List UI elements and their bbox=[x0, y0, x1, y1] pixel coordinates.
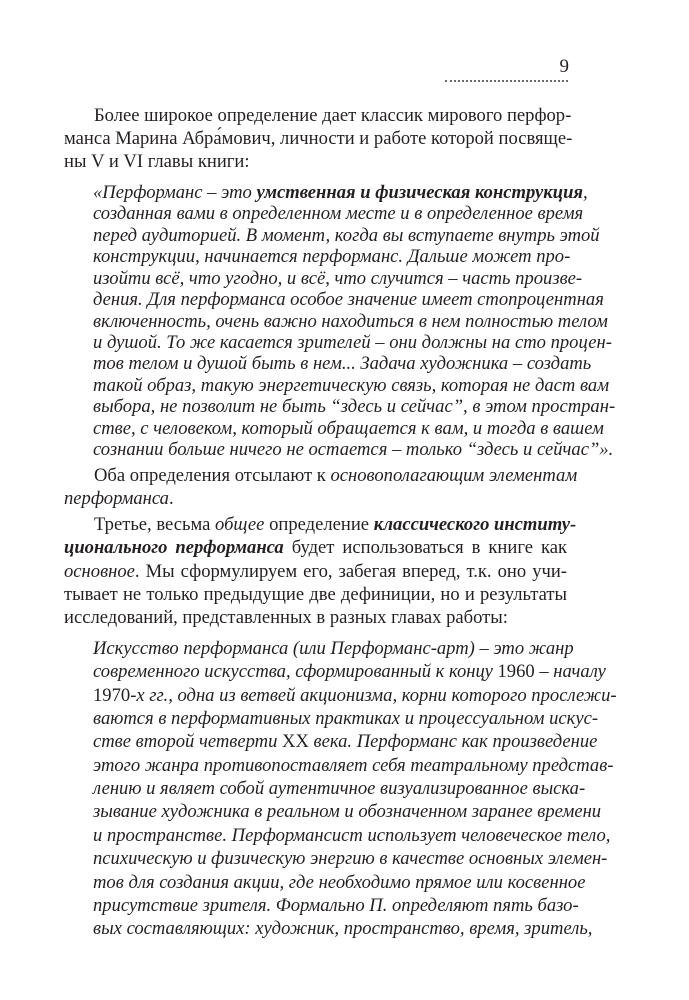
emphasis-italic: , bbox=[583, 182, 588, 203]
emphasis-bold-italic: умственная и физическая конструкция bbox=[256, 182, 583, 203]
text-run: определение bbox=[264, 514, 374, 535]
emphasis-italic: выбора, не позволит не быть “здесь и сейчас”, в этом простран- bbox=[93, 396, 616, 417]
emphasis-italic: психическую и физическую энергию в качестве основных элемен- bbox=[93, 848, 608, 869]
emphasis-italic: общее bbox=[215, 514, 265, 535]
emphasis-italic: перформанса bbox=[64, 488, 169, 509]
text-run: . Мы сформулируем его, забегая вперед, т.к. оно учи- bbox=[134, 561, 567, 582]
emphasis-italic: такой образ, такую энергетическую связь, которая не даст вам bbox=[93, 375, 610, 396]
text-line bbox=[93, 872, 586, 894]
emphasis-italic: вых составляющих: художник, пространство, время, зритель, bbox=[93, 918, 593, 939]
emphasis-italic: – началу bbox=[534, 661, 606, 682]
text-line bbox=[93, 661, 606, 683]
text-line bbox=[93, 289, 604, 311]
emphasis-italic: присутствие зрителя. Формально П. определяют пять базо- bbox=[93, 895, 579, 916]
text-run: будет использоваться в книге как bbox=[283, 537, 567, 558]
text-run: исследований, представленных в разных главах работы: bbox=[64, 607, 508, 628]
emphasis-italic: стве второй четверти bbox=[93, 731, 283, 752]
text-line bbox=[93, 246, 571, 268]
text-run: XX bbox=[282, 731, 309, 752]
text-line bbox=[93, 332, 612, 354]
text-line bbox=[93, 375, 610, 397]
text-line bbox=[93, 311, 608, 333]
text-line bbox=[93, 225, 600, 247]
emphasis-italic: сознании больше ничего не остается – только “здесь и сейчас”». bbox=[93, 439, 614, 460]
text-line bbox=[93, 918, 593, 940]
emphasis-italic: века. Перформанс как произведение bbox=[308, 731, 598, 752]
text-line bbox=[64, 488, 567, 510]
emphasis-italic: включенность, очень важно находиться в нем полностью телом bbox=[93, 311, 608, 332]
text-line bbox=[93, 203, 584, 225]
text-line bbox=[93, 708, 599, 730]
text-run: Третье, весьма bbox=[94, 514, 216, 535]
text-run: . bbox=[168, 488, 174, 509]
emphasis-italic: основное bbox=[64, 561, 135, 582]
emphasis-italic: и душой. То же касается зрителей – они должны на сто процен- bbox=[93, 332, 612, 353]
text-line bbox=[94, 514, 577, 536]
emphasis-italic: конструкции, начинается перформанс. Дальше может про- bbox=[93, 246, 571, 267]
emphasis-italic: лению и являет собой аутентичное визуализированное выска- bbox=[93, 778, 586, 799]
text-line bbox=[64, 561, 567, 583]
emphasis-italic: современного искусства, сформированный к концу bbox=[93, 661, 498, 682]
text-line bbox=[93, 825, 611, 847]
page-number: 9 bbox=[559, 56, 569, 77]
emphasis-italic: основополагающим элементам bbox=[330, 465, 578, 486]
text-run: Более широкое определение дает классик мирового перфор- bbox=[94, 105, 572, 126]
text-line bbox=[93, 268, 583, 290]
emphasis-bold-italic: ционального перформанса bbox=[64, 537, 284, 558]
emphasis-italic: этого жанра противопоставляет себя театральному представ- bbox=[93, 755, 614, 776]
text-line bbox=[93, 731, 598, 753]
text-run: ны V и VI главы книги: bbox=[64, 151, 250, 172]
emphasis-italic: перед аудиторией. В момент, когда вы вступаете внутрь этой bbox=[93, 225, 600, 246]
text-line bbox=[93, 685, 617, 707]
header-dotted-rule bbox=[445, 80, 568, 84]
emphasis-italic: ваются в перформативных практиках и процессуальном искус- bbox=[93, 708, 599, 729]
text-line bbox=[64, 128, 573, 150]
text-line bbox=[93, 755, 614, 777]
text-line bbox=[93, 439, 614, 461]
text-line bbox=[64, 151, 567, 173]
text-run: манса Марина Абра́мович, личности и работе которой посвяще- bbox=[64, 128, 573, 149]
emphasis-italic: и пространстве. Перформансист использует человеческое тело, bbox=[93, 825, 611, 846]
emphasis-italic: дения. Для перформанса особое значение имеет стопроцентная bbox=[93, 289, 604, 310]
text-line bbox=[93, 848, 608, 870]
emphasis-italic: Искусство перформанса (или Перформанс-арт) – это жанр bbox=[93, 638, 574, 659]
text-line bbox=[64, 537, 567, 559]
text-line bbox=[93, 396, 616, 418]
text-run: тывает не только предыдущие две дефиниции, но и результаты bbox=[64, 584, 567, 605]
text-line bbox=[93, 182, 588, 204]
text-line bbox=[94, 105, 572, 127]
text-line bbox=[93, 801, 602, 823]
emphasis-italic: зывание художника в реальном и обозначенном заранее времени bbox=[93, 801, 602, 822]
text-line bbox=[93, 895, 579, 917]
text-line bbox=[94, 465, 578, 487]
emphasis-italic: тов телом и душой быть в нем... Задача художника – создать bbox=[93, 353, 592, 374]
emphasis-italic: -х гг., одна из ветвей акционизма, корни которого прослежи- bbox=[130, 685, 617, 706]
text-line bbox=[93, 418, 604, 440]
text-line bbox=[93, 353, 592, 375]
emphasis-bold-italic: классического институ- bbox=[373, 514, 577, 535]
text-line bbox=[64, 584, 567, 606]
text-run: Оба определения отсылают к bbox=[94, 465, 331, 486]
text-line bbox=[93, 778, 586, 800]
text-line bbox=[93, 638, 574, 660]
emphasis-italic: созданная вами в определенном месте и в определенное время bbox=[93, 203, 584, 224]
emphasis-italic: «Перформанс – это bbox=[93, 182, 257, 203]
emphasis-italic: тов для создания акции, где необходимо прямое или косвенное bbox=[93, 872, 586, 893]
emphasis-italic: стве, с человеком, который обращается к вам, и тогда в вашем bbox=[93, 418, 604, 439]
text-run: 1960 bbox=[497, 661, 535, 682]
text-line bbox=[64, 607, 567, 629]
emphasis-italic: изойти всё, что угодно, и всё, что случится – часть произве- bbox=[93, 268, 583, 289]
text-run: 1970 bbox=[93, 685, 131, 706]
